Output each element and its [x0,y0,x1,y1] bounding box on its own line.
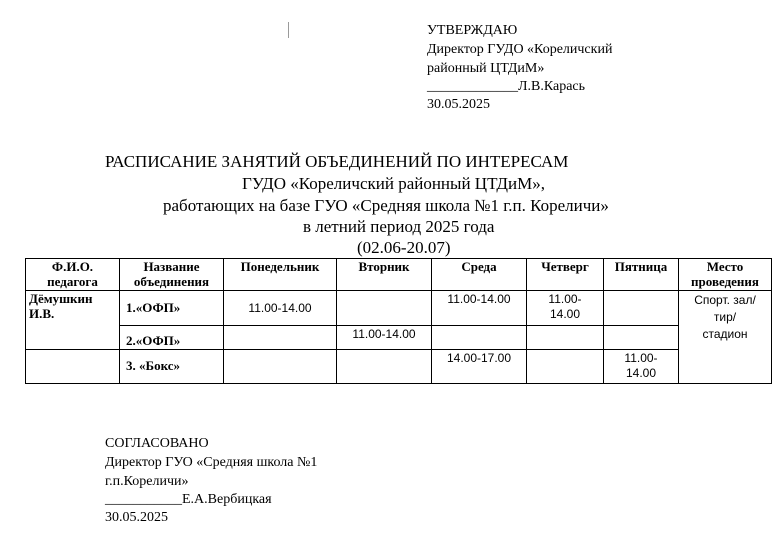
cell-thursday [527,326,604,350]
header-tuesday: Вторник [337,259,432,291]
table-row [26,291,772,326]
cell-wednesday: 14.00-17.00 [432,350,527,384]
table-header-row [26,259,772,291]
agreement-date: 30.05.2025 [105,510,168,525]
agreement-heading: СОГЛАСОВАНО [105,436,209,451]
title-line2: ГУДО «Кореличский районный ЦТДиМ», [242,174,545,193]
text-cursor [288,22,289,38]
group-name: 3. «Бокс» [120,350,224,384]
title-line4: в летний период 2025 года [303,217,495,236]
group-name: 2.«ОФП» [120,326,224,350]
group-name: 1.«ОФП» [120,291,224,326]
cell-wednesday [432,326,527,350]
cell-monday [224,326,337,350]
cell-friday [604,291,679,326]
header-group: Название объединения [120,259,224,291]
header-thursday: Четверг [527,259,604,291]
header-place: Место проведения [679,259,772,291]
cell-thursday [527,350,604,384]
teacher-cell-empty [26,350,120,384]
agreement-position-line1: Директор ГУО «Средняя школа №1 [105,455,318,470]
table-row [26,350,772,384]
title-line5: (02.06-20.07) [357,238,451,257]
approval-date: 30.05.2025 [427,97,490,112]
cell-monday [224,350,337,384]
agreement-position-line2: г.п.Кореличи» [105,474,189,489]
cell-thursday: 11.00- 14.00 [527,291,604,326]
header-teacher: Ф.И.О. педагога [26,259,120,291]
cell-tuesday: 11.00-14.00 [337,326,432,350]
header-wednesday: Среда [432,259,527,291]
cell-tuesday [337,291,432,326]
agreement-signature-line: ___________Е.А.Вербицкая [105,492,272,507]
place-cell: Спорт. зал/ тир/ стадион [679,291,772,384]
title-line3: работающих на базе ГУО «Средняя школа №1 г.п. Кореличи» [163,196,609,215]
cell-wednesday: 11.00-14.00 [432,291,527,326]
table-row [26,326,772,350]
header-monday: Понедельник [224,259,337,291]
schedule-table [25,258,772,384]
cell-friday: 11.00- 14.00 [604,350,679,384]
title-line1: РАСПИСАНИЕ ЗАНЯТИЙ ОБЪЕДИНЕНИЙ ПО ИНТЕРЕСАМ [105,152,569,171]
header-friday: Пятница [604,259,679,291]
cell-monday: 11.00-14.00 [224,291,337,326]
teacher-cell: Дёмушкин И.В. [26,291,120,350]
cell-tuesday [337,350,432,384]
approval-signature-line: _____________Л.В.Карась [427,79,586,94]
approval-position-line2: районный ЦТДиМ» [427,61,545,76]
approval-heading: УТВЕРЖДАЮ [427,23,518,38]
approval-position-line1: Директор ГУДО «Кореличский [427,42,613,57]
cell-friday [604,326,679,350]
